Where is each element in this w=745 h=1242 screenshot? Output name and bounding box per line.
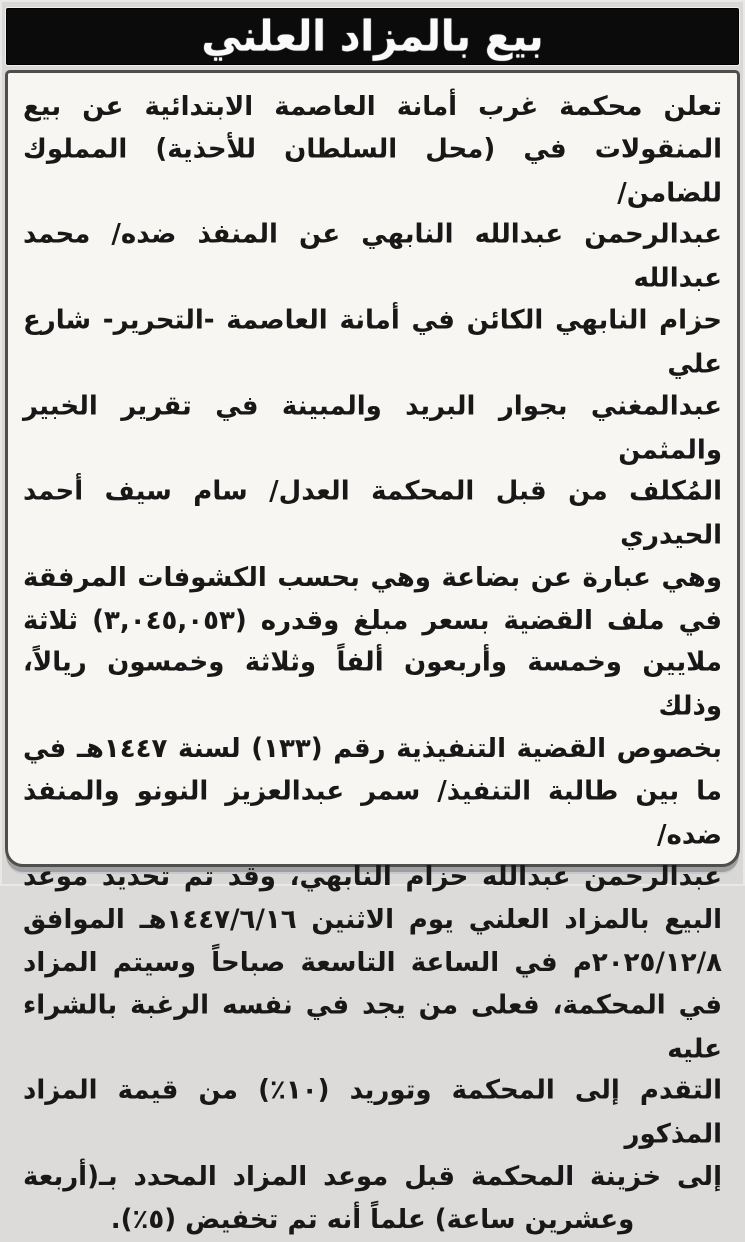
ad-text-line: عبدالرحمن عبدالله النابهي عن المنفذ ضده/ محمد عبدالله <box>23 219 722 294</box>
ad-text-line: التقدم إلى المحكمة وتوريد (١٠٪) من قيمة المزاد المذكور <box>23 1075 722 1150</box>
ad-text-line: البيع بالمزاد العلني يوم الاثنين ١٤٤٧/٦/١٦هـ الموافق <box>23 904 722 936</box>
ad-text-line: وعشرين ساعة) علماً أنه تم تخفيض (٥٪). <box>110 1204 635 1236</box>
auction-ad <box>5 8 740 1236</box>
ad-text-line: حزام النابهي الكائن في أمانة العاصمة -التحرير- شارع علي <box>23 305 722 380</box>
ad-text-line: ملايين وخمسة وأربعون ألفاً وثلاثة وخمسون ريالاً، وذلك <box>23 647 722 722</box>
ad-title-banner <box>6 8 739 65</box>
ad-body-text <box>5 70 740 1236</box>
ad-text-line: في ملف القضية بسعر مبلغ وقدره (٣,٠٤٥,٠٥٣) ثلاثة <box>23 605 723 636</box>
ad-title: بيع بالمزاد العلني <box>201 12 544 61</box>
ad-text-line: ما بين طالبة التنفيذ/ سمر عبدالعزيز النونو والمنفذ ضده/ <box>23 776 722 851</box>
ad-text-line: تعلن محكمة غرب أمانة العاصمة الابتدائية عن بيع <box>23 91 722 123</box>
ad-text-line: إلى خزينة المحكمة قبل موعد المزاد المحدد بـ(أربعة <box>23 1161 722 1193</box>
ad-text-line: عبدالرحمن عبدالله حزام النابهي، وقد تم تحديد موعد <box>23 862 722 893</box>
ad-text-line: في المحكمة، فعلى من يجد في نفسه الرغبة بالشراء عليه <box>23 989 722 1065</box>
ad-text-line: المنقولات في (محل السلطان للأحذية) المملوك للضامن/ <box>23 134 722 209</box>
ad-text-line: عبدالمغني بجوار البريد والمبينة في تقرير الخبير والمثمن <box>23 390 722 466</box>
ad-text-line: المُكلف من قبل المحكمة العدل/ سام سيف أحمد الحيدري <box>23 476 722 551</box>
ad-text-line: بخصوص القضية التنفيذية رقم (١٣٣) لسنة ١٤٤٧هـ في <box>23 733 723 765</box>
ad-text-line: ٢٠٢٥/١٢/٨م في الساعة التاسعة صباحاً وسيتم المزاد <box>23 947 722 979</box>
ad-text-line: وهي عبارة عن بضاعة وهي بحسب الكشوفات المرفقة <box>23 562 722 594</box>
